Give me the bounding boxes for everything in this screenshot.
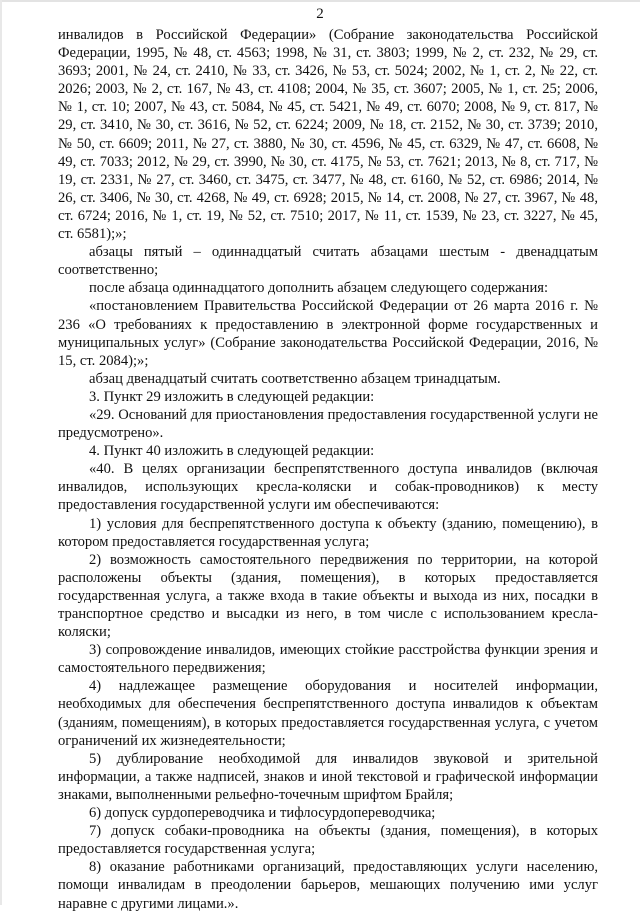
- paragraph: «постановлением Правительства Российской Федерации от 26 марта 2016 г. № 236 «О требованиях к предоставлению в электронной форме государственных и муниципальных услуг» (Собрание законодательства Российской Федерации, 2016, № 15, ст. 2084);»;: [58, 298, 598, 369]
- paragraph: после абзаца одиннадцатого дополнить абзацем следующего содержания:: [89, 280, 549, 297]
- paragraph: 4) надлежащее размещение оборудования и носителей информации, необходимых для обеспечения беспрепятственного доступа инвалидов к объектам (зданиям, помещениям), в которых предоставляется государственная услуга, с учетом ограничений их жизнедеятельности;: [58, 678, 598, 749]
- paragraph: 5) дублирование необходимой для инвалидов звуковой и зрительной информации, а также надписей, знаков и иной текстовой и графической информации знаками, выполненными рельефно-точечным шрифтом Брайля;: [58, 750, 598, 803]
- document-body: [58, 26, 598, 913]
- scan-edge-left: [0, 0, 2, 905]
- paragraph: «40. В целях организации беспрепятственного доступа инвалидов (включая инвалидов, использующих кресла-коляски и собак-проводников) к месту предоставления государственной услуги им обеспечиваются:: [58, 461, 598, 514]
- paragraph: 2) возможность самостоятельного передвижения по территории, на которой расположены объекты (здания, помещения), в которых предоставляется государственная услуга, а также входа в такие объекты и выхода из них, посадки в транспортное средство и высадки из него, в том числе с использованием кресла-коляски;: [58, 551, 598, 641]
- page-number: 2: [316, 6, 324, 22]
- paragraph: 3) сопровождение инвалидов, имеющих стойкие расстройства функции зрения и самостоятельного передвижения;: [58, 642, 598, 677]
- scan-edge-top: [0, 0, 640, 2]
- paragraph: «29. Оснований для приостановления предоставления государственной услуги не предусмотрено».: [58, 406, 598, 442]
- paragraph: 6) допуск сурдопереводчика и тифлосурдопереводчика;: [89, 805, 436, 822]
- paragraph: абзацы пятый – одиннадцатый считать абзацами шестым - двенадцатым соответственно;: [58, 244, 598, 279]
- paragraph: 3. Пункт 29 изложить в следующей редакции:: [89, 388, 375, 405]
- paragraph: 4. Пункт 40 изложить в следующей редакции:: [89, 443, 375, 460]
- paragraph: 1) условия для беспрепятственного доступа к объекту (зданию, помещению), в котором предоставляется государственная услуга;: [58, 515, 598, 550]
- paragraph: 7) допуск собаки-проводника на объекты (здания, помещения), в которых предоставляется государственная услуга;: [58, 823, 598, 858]
- paragraph: абзац двенадцатый считать соответственно абзацем тринадцатым.: [89, 370, 501, 387]
- paragraph: инвалидов в Российской Федерации» (Собрание законодательства Российской Федерации, 1995, № 48, ст. 4563; 1998, № 31, ст. 3803; 1999, № 2, ст. 232, № 29, ст. 3693; 2001, № 24, ст. 2410, № 33, ст. 3426, № 53, ст. 5024; 2002, № 1, ст. 2, № 22, ст. 2026; 2003, № 2, ст. 167, № 43, ст. 4108; 2004, № 35, ст. 3607; 2005, № 1, ст. 25; 2006, № 1, ст. 10; 2007, № 43, ст. 5084, № 45, ст. 5421, № 49, ст. 6070; 2008, № 9, ст. 817, № 29, ст. 3410, № 30, ст. 3616, № 52, ст. 6224; 2009, № 18, ст. 2152, № 30, ст. 3739; 2010, № 50, ст. 6609; 2011, № 27, ст. 3880, № 30, ст. 4596, № 45, ст. 6329, № 47, ст. 6608, № 49, ст. 7033; 2012, № 29, ст. 3990, № 30, ст. 4175, № 53, ст. 7621; 2013, № 8, ст. 717, № 19, ст. 2331, № 27, ст. 3460, ст. 3475, ст. 3477, № 48, ст. 6160, № 52, ст. 6986; 2014, № 26, ст. 3406, № 30, ст. 4268, № 49, ст. 6928; 2015, № 14, ст. 2008, № 27, ст. 3967, № 48, ст. 6724; 2016, № 1, ст. 19, № 52, ст. 7510; 2017, № 11, ст. 1539, № 23, ст. 3227, № 45, ст. 6581);»;: [58, 27, 598, 243]
- paragraph: 8) оказание работниками организаций, предоставляющих услуги населению, помощи инвалидам в преодолении барьеров, мешающих получению ими услуг наравне с другими лицами.».: [58, 859, 598, 912]
